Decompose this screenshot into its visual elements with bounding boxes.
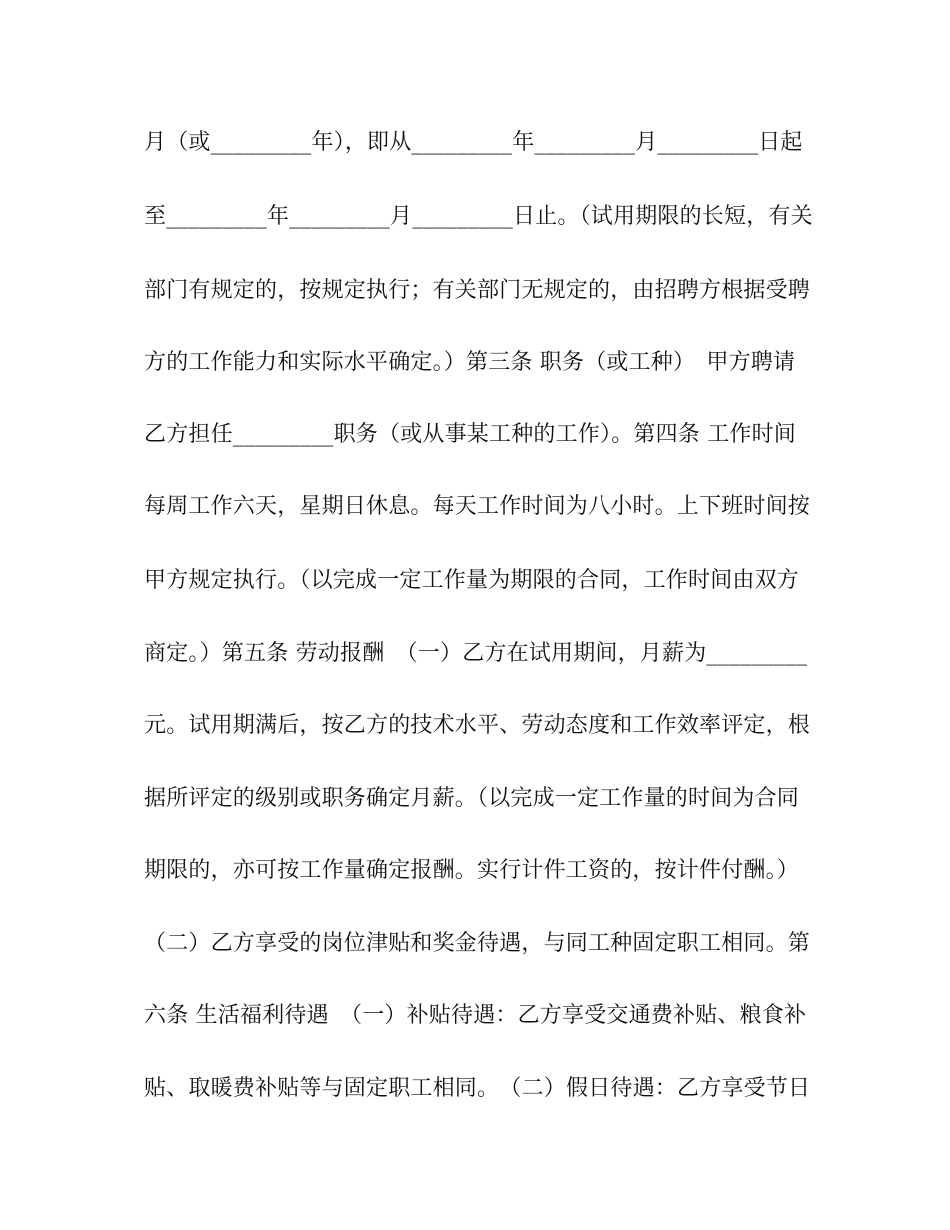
text-line-10: 据所评定的级别或职务确定月薪。（以完成一定工作量的时间为合同	[144, 786, 800, 811]
text-line-3: 部门有规定的，按规定执行；有关部门无规定的，由招聘方根据受聘	[144, 278, 811, 303]
text-line-4: 方的工作能力和实际水平确定。）第三条 职务（或工种） 甲方聘请	[144, 350, 796, 375]
text-line-14: 贴、取暖费补贴等与固定职工相同。 （二）假日待遇：乙方享受节日	[144, 1076, 811, 1101]
text-line-1: 月（或_________年），即从_________年_________月_________日起	[144, 130, 803, 155]
text-line-12: （二）乙方享受的岗位津贴和奖金待遇，与同工种固定职工相同。第	[144, 931, 811, 956]
text-line-7: 甲方规定执行。（以完成一定工作量为期限的合同，工作时间由双方	[144, 568, 800, 593]
text-line-13: 六条 生活福利待遇 （一）补贴待遇：乙方享受交通费补贴、粮食补	[144, 1003, 807, 1028]
text-line-9: 元。试用期满后，按乙方的技术水平、劳动态度和工作效率评定，根	[144, 713, 811, 738]
text-line-2: 至_________年_________月_________日止。（试用期限的长短，有关	[144, 204, 813, 229]
text-line-8: 商定。）第五条 劳动报酬 （一）乙方在试用期间，月薪为_________	[144, 641, 808, 666]
text-line-11: 期限的，亦可按工作量确定报酬。实行计件工资的，按计件付酬。）	[144, 858, 800, 883]
text-line-5: 乙方担任_________职务（或从事某工种的工作）。第四条 工作时间	[144, 422, 796, 447]
text-line-6: 每周工作六天，星期日休息。每天工作时间为八小时。上下班时间按	[144, 494, 811, 519]
